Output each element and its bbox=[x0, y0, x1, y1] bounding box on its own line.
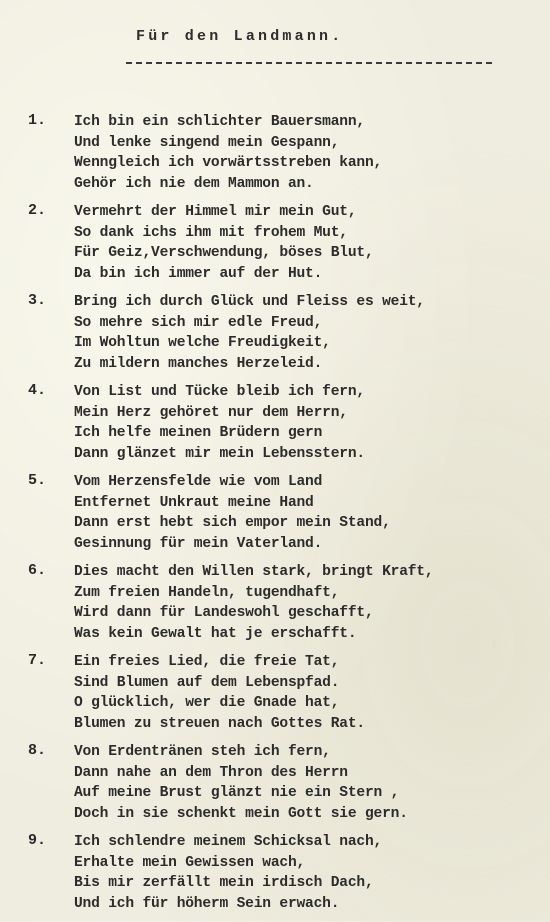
verse-line: Dies macht den Willen stark, bringt Kraft, bbox=[74, 564, 434, 580]
verse-line: Auf meine Brust glänzt nie ein Stern , bbox=[74, 785, 400, 801]
stanza-number: 5. bbox=[28, 472, 47, 489]
verse-line: Gesinnung für mein Vaterland. bbox=[74, 535, 323, 552]
verse-line: Von Erdentränen steh ich fern, bbox=[74, 744, 331, 760]
stanza-number: 7. bbox=[28, 652, 47, 669]
verse-line: Was kein Gewalt hat je erschafft. bbox=[74, 625, 357, 642]
stanza-number: 8. bbox=[28, 742, 47, 759]
stanza-lines bbox=[74, 832, 382, 914]
verse-line: Ich schlendre meinem Schicksal nach, bbox=[74, 834, 383, 850]
stanza-3 bbox=[28, 292, 546, 382]
verse-line: Ich helfe meinen Brüdern gern bbox=[74, 425, 323, 441]
verse-line: Doch in sie schenkt mein Gott sie gern. bbox=[74, 805, 408, 822]
verse-line: So mehre sich mir edle Freud, bbox=[74, 314, 323, 331]
verse-line: Da bin ich immer auf der Hut. bbox=[74, 265, 323, 282]
stanza-lines bbox=[74, 652, 365, 734]
verse-line: Dann glänzet mir mein Lebensstern. bbox=[74, 445, 365, 462]
stanza-9 bbox=[28, 832, 546, 922]
verse-line: Zu mildern manches Herzeleid. bbox=[74, 355, 323, 372]
verse-line: Von List und Tücke bleib ich fern, bbox=[74, 384, 365, 400]
stanza-5 bbox=[28, 472, 546, 562]
stanza-lines bbox=[74, 472, 391, 554]
verse-line: So dank ichs ihm mit frohem Mut, bbox=[74, 224, 348, 241]
stanza-lines bbox=[74, 742, 408, 824]
verse-line: Gehör ich nie dem Mammon an. bbox=[74, 175, 314, 192]
verse-line: Und lenke singend mein Gespann, bbox=[74, 134, 340, 151]
stanza-number: 1. bbox=[28, 112, 47, 129]
poem-body bbox=[28, 112, 546, 922]
stanza-1 bbox=[28, 112, 546, 202]
verse-line: Entfernet Unkraut meine Hand bbox=[74, 494, 314, 511]
stanza-8 bbox=[28, 742, 546, 832]
verse-line: Wird dann für Landeswohl geschafft, bbox=[74, 605, 374, 621]
verse-line: Vom Herzensfelde wie vom Land bbox=[74, 474, 323, 490]
verse-line: Mein Herz gehöret nur dem Herrn, bbox=[74, 404, 348, 421]
verse-line: Bring ich durch Glück und Fleiss es weit, bbox=[74, 294, 425, 310]
title-underline bbox=[126, 62, 492, 64]
verse-line: Vermehrt der Himmel mir mein Gut, bbox=[74, 204, 357, 220]
stanza-number: 9. bbox=[28, 832, 47, 849]
stanza-7 bbox=[28, 652, 546, 742]
stanza-number: 4. bbox=[28, 382, 47, 399]
stanza-lines bbox=[74, 382, 365, 464]
stanza-2 bbox=[28, 202, 546, 292]
stanza-4 bbox=[28, 382, 546, 472]
stanza-number: 3. bbox=[28, 292, 47, 309]
verse-line: Zum freien Handeln, tugendhaft, bbox=[74, 584, 340, 601]
stanza-number: 2. bbox=[28, 202, 47, 219]
verse-line: Ich bin ein schlichter Bauersmann, bbox=[74, 114, 365, 130]
verse-line: Blumen zu streuen nach Gottes Rat. bbox=[74, 715, 365, 732]
verse-line: Für Geiz,Verschwendung, böses Blut, bbox=[74, 245, 374, 261]
stanza-lines bbox=[74, 562, 433, 644]
stanza-lines bbox=[74, 202, 374, 284]
verse-line: Dann nahe an dem Thron des Herrn bbox=[74, 764, 348, 781]
verse-line: Im Wohltun welche Freudigkeit, bbox=[74, 335, 331, 351]
verse-line: O glücklich, wer die Gnade hat, bbox=[74, 695, 340, 711]
verse-line: Erhalte mein Gewissen wach, bbox=[74, 854, 306, 871]
stanza-6 bbox=[28, 562, 546, 652]
verse-line: Ein freies Lied, die freie Tat, bbox=[74, 654, 340, 670]
verse-line: Bis mir zerfällt mein irdisch Dach, bbox=[74, 875, 374, 891]
poem-title: Für den Landmann. bbox=[136, 28, 344, 45]
verse-line: Dann erst hebt sich empor mein Stand, bbox=[74, 515, 391, 531]
verse-line: Und ich für höherm Sein erwach. bbox=[74, 895, 340, 912]
stanza-number: 6. bbox=[28, 562, 47, 579]
stanza-lines bbox=[74, 292, 425, 374]
verse-line: Sind Blumen auf dem Lebenspfad. bbox=[74, 674, 340, 691]
verse-line: Wenngleich ich vorwärtsstreben kann, bbox=[74, 155, 383, 171]
stanza-lines bbox=[74, 112, 382, 194]
